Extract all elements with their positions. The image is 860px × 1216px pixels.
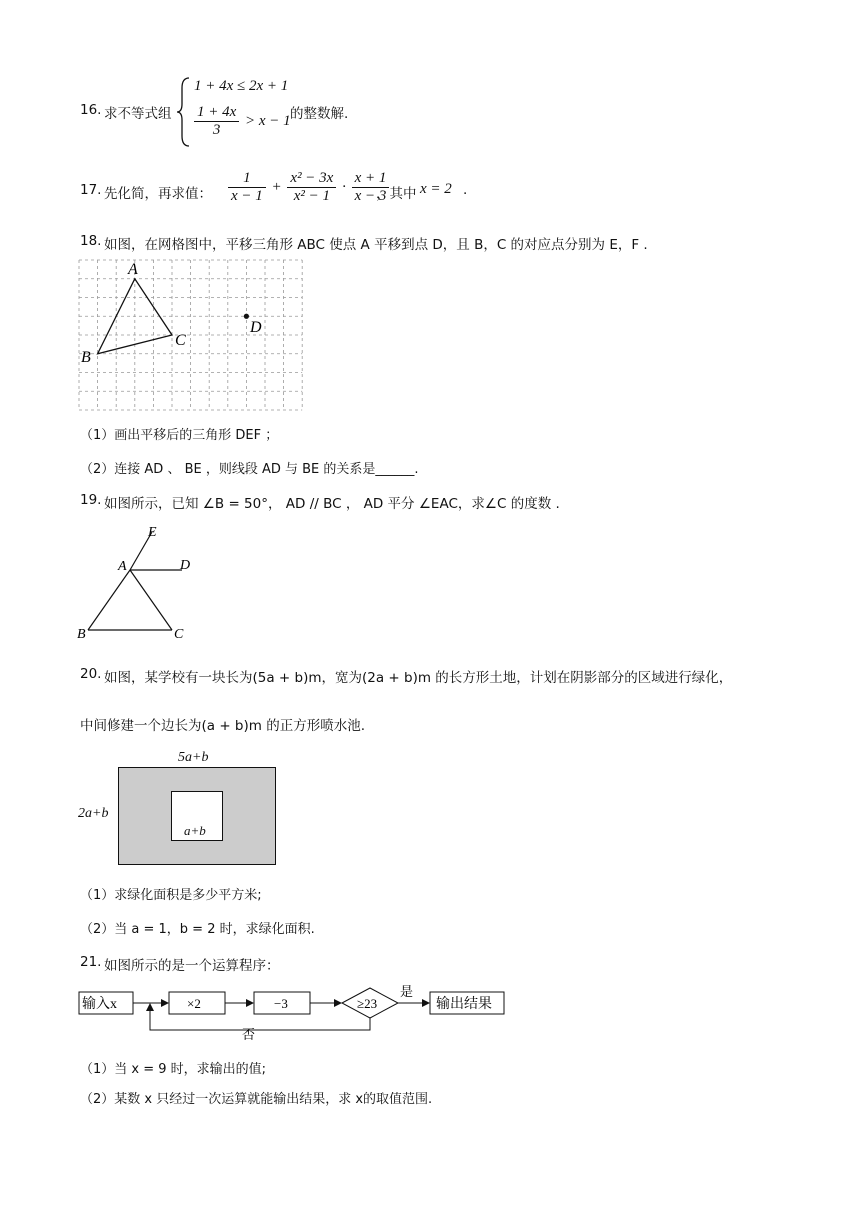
q19-label-a: A	[118, 559, 127, 574]
q16-suffix: 的整数解.	[290, 106, 349, 122]
q19-number: 19.	[80, 492, 102, 508]
q20-label-inner: a+b	[184, 823, 206, 838]
q18-number: 18.	[80, 233, 102, 249]
q17-f2-den: x² − 1	[293, 188, 331, 204]
q17-suffix: ，其中	[376, 186, 417, 202]
q19-label-d: D	[180, 558, 191, 573]
q21-sub2: （2）某数 x 只经过一次运算就能输出结果，求 x的取值范围.	[80, 1092, 433, 1107]
q17-f1-num: 1	[228, 170, 266, 188]
q21-label-multiply: ×2	[187, 996, 201, 1011]
q18-label-b: B	[81, 349, 91, 366]
q18-point-d	[244, 314, 249, 319]
q21-label-subtract: −3	[274, 996, 288, 1011]
q18-grid	[79, 260, 302, 410]
q16-brace	[176, 76, 192, 148]
q19-label-e: E	[148, 525, 157, 540]
q21-label-yes: 是	[400, 984, 414, 999]
q18-grid-figure	[76, 258, 308, 416]
q17-end: .	[463, 182, 468, 198]
q21-number: 21.	[80, 954, 102, 970]
q19-segment-ab	[88, 570, 130, 630]
q20-label-width: 2a+b	[78, 806, 109, 821]
q20-sub2: （2）当 a = 1，b = 2 时，求绿化面积.	[80, 922, 315, 937]
q18-label-d: D	[250, 319, 262, 336]
q19-text: 如图所示，已知 ∠B = 50°， AD // BC ， AD 平分 ∠EAC，求∠C 的度数 .	[104, 496, 560, 512]
q21-label-condition: ≥23	[357, 996, 378, 1011]
q17-prefix: 先化简，再求值：	[104, 186, 212, 202]
q17-dot: ·	[342, 178, 346, 195]
q18-label-c: C	[175, 332, 186, 349]
q16-prefix: 求不等式组	[104, 106, 172, 122]
q20-line2: 中间修建一个边长为(a + b)m 的正方形喷水池.	[80, 718, 366, 734]
q17-f3-num: x + 1	[352, 170, 390, 188]
q17-plus: +	[271, 178, 282, 195]
q20-label-length: 5a+b	[178, 750, 209, 765]
q18-label-a: A	[128, 261, 138, 278]
q19-label-b: B	[77, 627, 86, 642]
q20-sub1: （1）求绿化面积是多少平方米;	[80, 888, 262, 903]
q16-frac-num: 1 + 4x	[194, 104, 239, 122]
q21-text: 如图所示的是一个运算程序：	[104, 958, 280, 974]
q19-figure	[72, 518, 212, 644]
q17-f2-num: x² − 3x	[287, 170, 336, 188]
q16-frac-den: 3	[212, 122, 221, 138]
q21-flowchart	[76, 982, 512, 1040]
q18-sub2: （2）连接 AD 、 BE ，则线段 AD 与 BE 的关系是______.	[80, 462, 419, 477]
q17-expression	[226, 170, 391, 205]
q16-number: 16.	[80, 102, 102, 118]
q21-sub1: （1）当 x = 9 时，求输出的值;	[80, 1062, 267, 1077]
q21-label-output: 输出结果	[436, 997, 492, 1012]
q17-condition: x = 2	[420, 181, 452, 197]
q21-label-input: 输入x	[82, 997, 117, 1012]
q20-number: 20.	[80, 666, 102, 682]
q17-number: 17.	[80, 182, 102, 198]
q17-f3-den: x − 3	[354, 188, 387, 204]
q21-label-no: 否	[242, 1027, 256, 1040]
q16-inequality-1: 1 + 4x ≤ 2x + 1	[194, 78, 289, 94]
q17-f1-den: x − 1	[231, 188, 263, 204]
q19-segment-ac	[130, 570, 172, 630]
q18-text: 如图，在网格图中，平移三角形 ABC 使点 A 平移到点 D，且 B，C 的对应点分别为 E，F .	[104, 237, 648, 253]
q18-sub1: （1）画出平移后的三角形 DEF ；	[80, 428, 279, 443]
q19-label-c: C	[174, 627, 184, 642]
q16-inequality-2	[192, 104, 291, 139]
q16-inequality-2-rest: > x − 1	[245, 112, 291, 129]
q20-line1: 如图，某学校有一块长为(5a + b)m，宽为(2a + b)m 的长方形土地，计划在阴影部分的区域进行绿化，	[104, 670, 733, 686]
